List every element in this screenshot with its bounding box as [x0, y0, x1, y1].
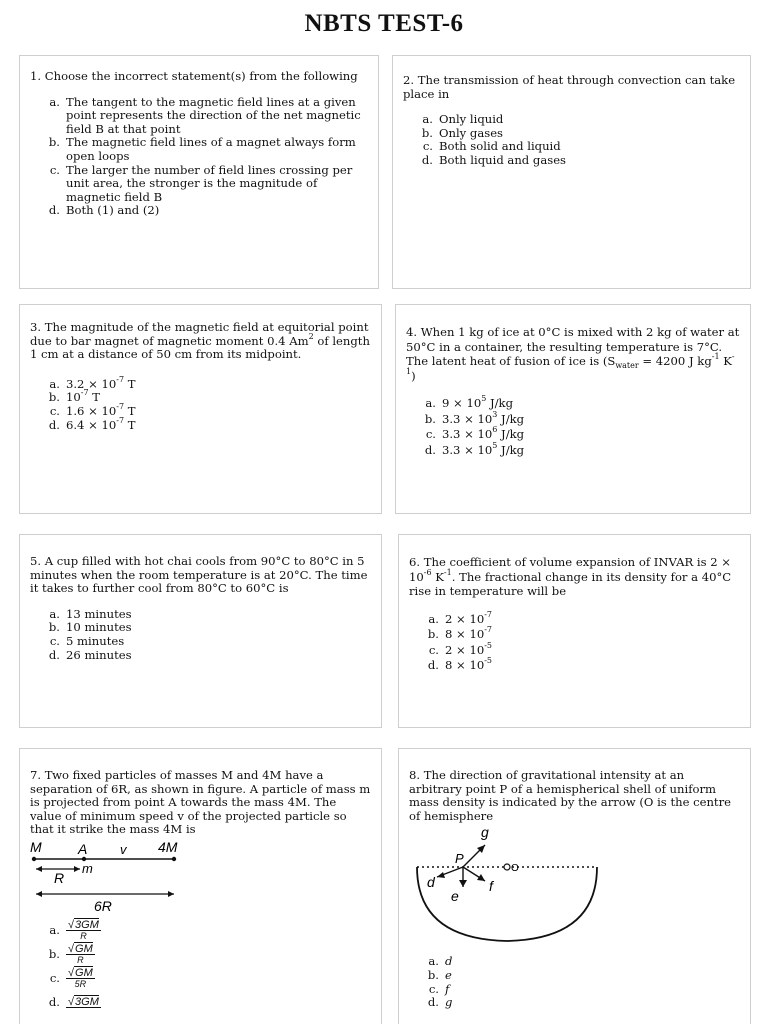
option-a[interactable]: a. $3.2 \times 10^{-7}$ T	[49, 374, 136, 391]
question-2-card	[392, 55, 751, 289]
option-b[interactable]: b. 10 minutes	[48, 620, 132, 635]
option-c[interactable]: c. $\frac{√GM}{5R}$	[49, 967, 93, 990]
option-a[interactable]: a. The tangent to the magnetic field lines at a given point represents the direction of the net magnetic field B at that point	[49, 94, 361, 136]
option-d[interactable]: d. $6.4 \times 10^{-7}$ T	[48, 415, 136, 432]
question-7-card	[19, 748, 382, 1024]
center-O-circle	[504, 864, 510, 870]
hemisphere-figure	[407, 823, 607, 943]
arrowhead-e	[459, 880, 467, 887]
R-arrowhead-left	[36, 866, 42, 872]
option-c[interactable]: c. The larger the number of field lines crossing per unit area, the stronger is the magnitude of magnetic field B	[49, 162, 353, 204]
option-a[interactable]: a. 13 minutes	[49, 606, 132, 621]
option-c[interactable]: c. 5 minutes	[49, 633, 125, 648]
label-O: O	[511, 863, 519, 875]
question-6-options	[409, 609, 740, 673]
question-7-text: 7. Two fixed particles of masses M and 4M have a separation of 6R, as shown in figure. A particle of mass m is projected from point A towards the mass 4M. The value of minimum speed v of the projected particle so that it strike the mass 4M is	[30, 768, 371, 837]
question-8-card	[398, 748, 751, 1024]
option-c[interactable]: c. Both solid and liquid	[422, 139, 561, 154]
option-b[interactable]: b. $10^{-7}$ T	[48, 388, 100, 405]
option-b[interactable]: b. e	[427, 967, 452, 982]
option-d[interactable]: d. $8 \times 10^{-5}$	[427, 656, 493, 673]
question-5-text: 5. A cup filled with hot chai cools from 90°C to 80°C in 5 minutes when the room temperature is at 20°C. The time it takes to further cool from 80°C to 60°C is	[30, 554, 368, 596]
label-f: f	[489, 878, 493, 895]
label-A: A	[78, 840, 88, 857]
option-a[interactable]: a. $2 \times 10^{-7}$	[428, 609, 493, 626]
option-c[interactable]: c. $3.3 \times 10^6$ J/kg	[425, 425, 525, 442]
option-b[interactable]: b. The magnetic field lines of a magnet always form open loops	[48, 135, 356, 163]
option-c[interactable]: c. $2 \times 10^{-5}$	[428, 640, 493, 657]
question-1-text: 1. Choose the incorrect statement(s) from the following	[30, 69, 358, 83]
option-d[interactable]: d. √3GM	[48, 995, 99, 1010]
option-a[interactable]: a. $9 \times 10^5$ J/kg	[425, 394, 513, 410]
option-d[interactable]: d. Both liquid and gases	[421, 152, 567, 167]
option-d[interactable]: d. g	[427, 995, 453, 1010]
question-7-options	[30, 919, 371, 1015]
question-8-text: 8. The direction of gravitational intensity at an arbitrary point P of a hemispherical shell of uniform mass density is indicated by the arrow (O is the centre of hemisphere	[409, 768, 731, 823]
question-4-options	[406, 394, 740, 457]
option-b[interactable]: b. $3.3 \times 10^3$ J/kg	[424, 409, 525, 426]
option-d[interactable]: d. 26 minutes	[48, 647, 132, 662]
question-1-options	[30, 96, 368, 218]
label-d: d	[427, 874, 435, 891]
question-2-options	[403, 113, 740, 167]
question-3-options	[30, 374, 371, 432]
label-e: e	[451, 888, 459, 905]
option-b[interactable]: b. Only gases	[421, 125, 504, 140]
question-5-card	[19, 534, 382, 728]
label-v: v	[120, 841, 127, 857]
question-4-card	[395, 304, 751, 514]
mass-M-dot	[32, 857, 36, 861]
option-d[interactable]: d. $3.3 \times 10^5$ J/kg	[424, 440, 525, 457]
option-b[interactable]: b. $\frac{√GM}{R}$	[48, 943, 93, 966]
6R-arrowhead-right	[168, 891, 174, 897]
option-d[interactable]: d. Both (1) and (2)	[48, 203, 160, 218]
option-a[interactable]: a. Only liquid	[422, 112, 504, 127]
label-6R: 6R	[94, 897, 112, 914]
question-6-card	[398, 534, 751, 728]
option-c[interactable]: c. f	[428, 981, 450, 996]
question-5-options	[30, 608, 371, 662]
hemisphere-shell	[417, 867, 597, 941]
option-c[interactable]: c. $1.6 \times 10^{-7}$ T	[49, 401, 136, 418]
label-R: R	[54, 869, 65, 886]
mass-4M-dot	[172, 857, 176, 861]
label-m: m	[82, 860, 93, 876]
two-mass-figure	[28, 839, 228, 917]
page-title: NBTS TEST-6	[304, 10, 464, 37]
label-P: P	[455, 851, 464, 867]
option-a[interactable]: a. $\frac{√3GM}{R}$	[49, 919, 99, 942]
question-8-options	[409, 955, 740, 1009]
R-arrowhead-right	[74, 866, 80, 872]
question-2-text: 2. The transmission of heat through convection can take place in	[403, 73, 736, 101]
label-4M: 4M	[158, 838, 178, 855]
6R-arrowhead-left	[36, 891, 42, 897]
question-1-card	[19, 55, 379, 289]
label-g: g	[481, 824, 489, 841]
question-3-text: 3. The magnitude of the magnetic field at equitorial point due to bar magnet of magnetic moment 0.4 Am$^2$ of length 1 cm at a distance of 50 cm from its midpoint.	[30, 320, 370, 362]
arrowhead-d	[437, 872, 445, 878]
question-6-text: 6. The coefficient of volume expansion of INVAR is $2 \times 10^{-6}$ $K^{-1}$. The fractional change in its density for a 40°C rise in temperature will be	[409, 555, 732, 598]
label-M: M	[30, 838, 42, 855]
option-a[interactable]: a. d	[428, 954, 453, 969]
question-3-card	[19, 304, 382, 514]
option-b[interactable]: b. $8 \times 10^{-7}$	[427, 625, 493, 642]
question-4-text: 4. When 1 kg of ice at 0°C is mixed with 2 kg of water at 50°C in a container, the resulting temperature is 7°C. The latent heat of fusion of ice is ($S_{water} = 4200$ J $kg^{-1}$ $K^{-1}$)	[406, 325, 740, 383]
